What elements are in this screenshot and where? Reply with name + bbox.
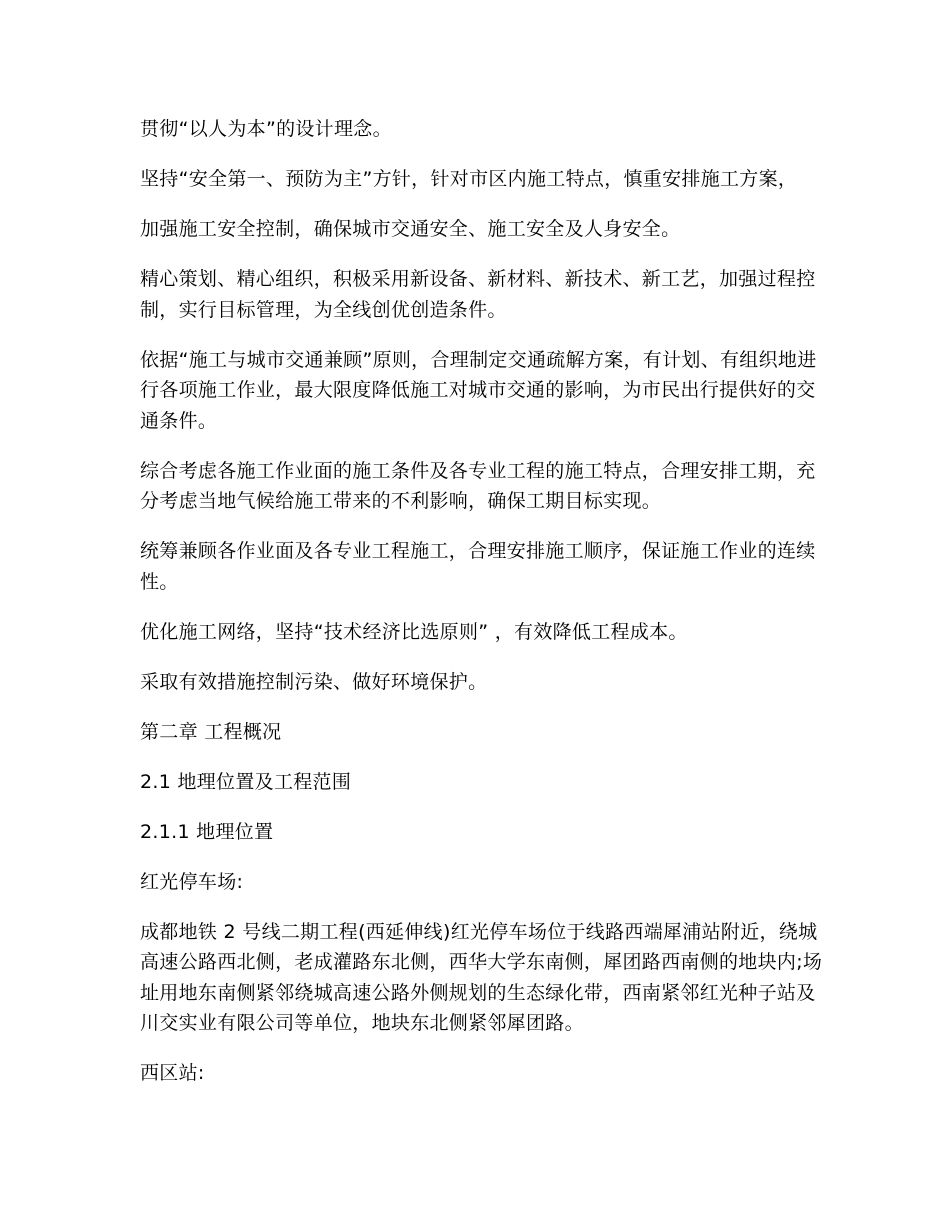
subsection-heading: 2.1.1 地理位置 — [140, 820, 274, 843]
paragraph-safety-control: 加强施工安全控制，确保城市交通安全、施工安全及人身安全。 — [140, 218, 681, 240]
paragraph-planning: 精心策划、精心组织，积极采用新设备、新材料、新技术、新工艺，加强过程控制，实行目标管理，为全线创优创造条件。 — [140, 268, 816, 321]
paragraph-people-oriented: 贯彻“以人为本”的设计理念。 — [140, 118, 392, 140]
paragraph-cost: 优化施工网络，坚持“技术经济比选原则” ，有效降低工程成本。 — [140, 620, 688, 643]
paragraph-hongguang-location: 成都地铁 2 号线二期工程(西延伸线)红光停车场位于线路西端犀浦站附近，绕城高速公路西北侧，老成灌路东北侧，西华大学东南侧，犀团路西南侧的地块内;场址用地东南侧紧邻绕城高速公路外侧规划的生态绿化带，西南紧邻红光种子站及川交实业有限公司等单位，地块东北侧紧邻犀团路。 — [140, 920, 823, 1034]
paragraph-safety-first: 坚持“安全第一、预防为主”方针，针对市区内施工特点，慎重安排施工方案， — [140, 168, 798, 190]
site-label-xiqu: 西区站: — [140, 1062, 205, 1084]
paragraph-schedule: 综合考虑各施工作业面的施工条件及各专业工程的施工特点，合理安排工期，充分考虑当地气候给施工带来的不利影响，确保工期目标实现。 — [140, 459, 816, 512]
section-heading: 2.1 地理位置及工程范围 — [140, 770, 352, 793]
document-body — [140, 114, 830, 1089]
site-label-hongguang: 红光停车场: — [140, 870, 244, 893]
chapter-heading: 第二章 工程概况 — [140, 720, 282, 743]
paragraph-environment: 采取有效措施控制污染、做好环境保护。 — [140, 670, 488, 693]
paragraph-coordination: 统筹兼顾各作业面及各专业工程施工，合理安排施工顺序，保证施工作业的连续性。 — [140, 540, 816, 593]
paragraph-traffic: 依据“施工与城市交通兼顾”原则，合理制定交通疏解方案，有计划、有组织地进行各项施工作业，最大限度降低施工对城市交通的影响，为市民出行提供好的交通条件。 — [140, 348, 817, 432]
